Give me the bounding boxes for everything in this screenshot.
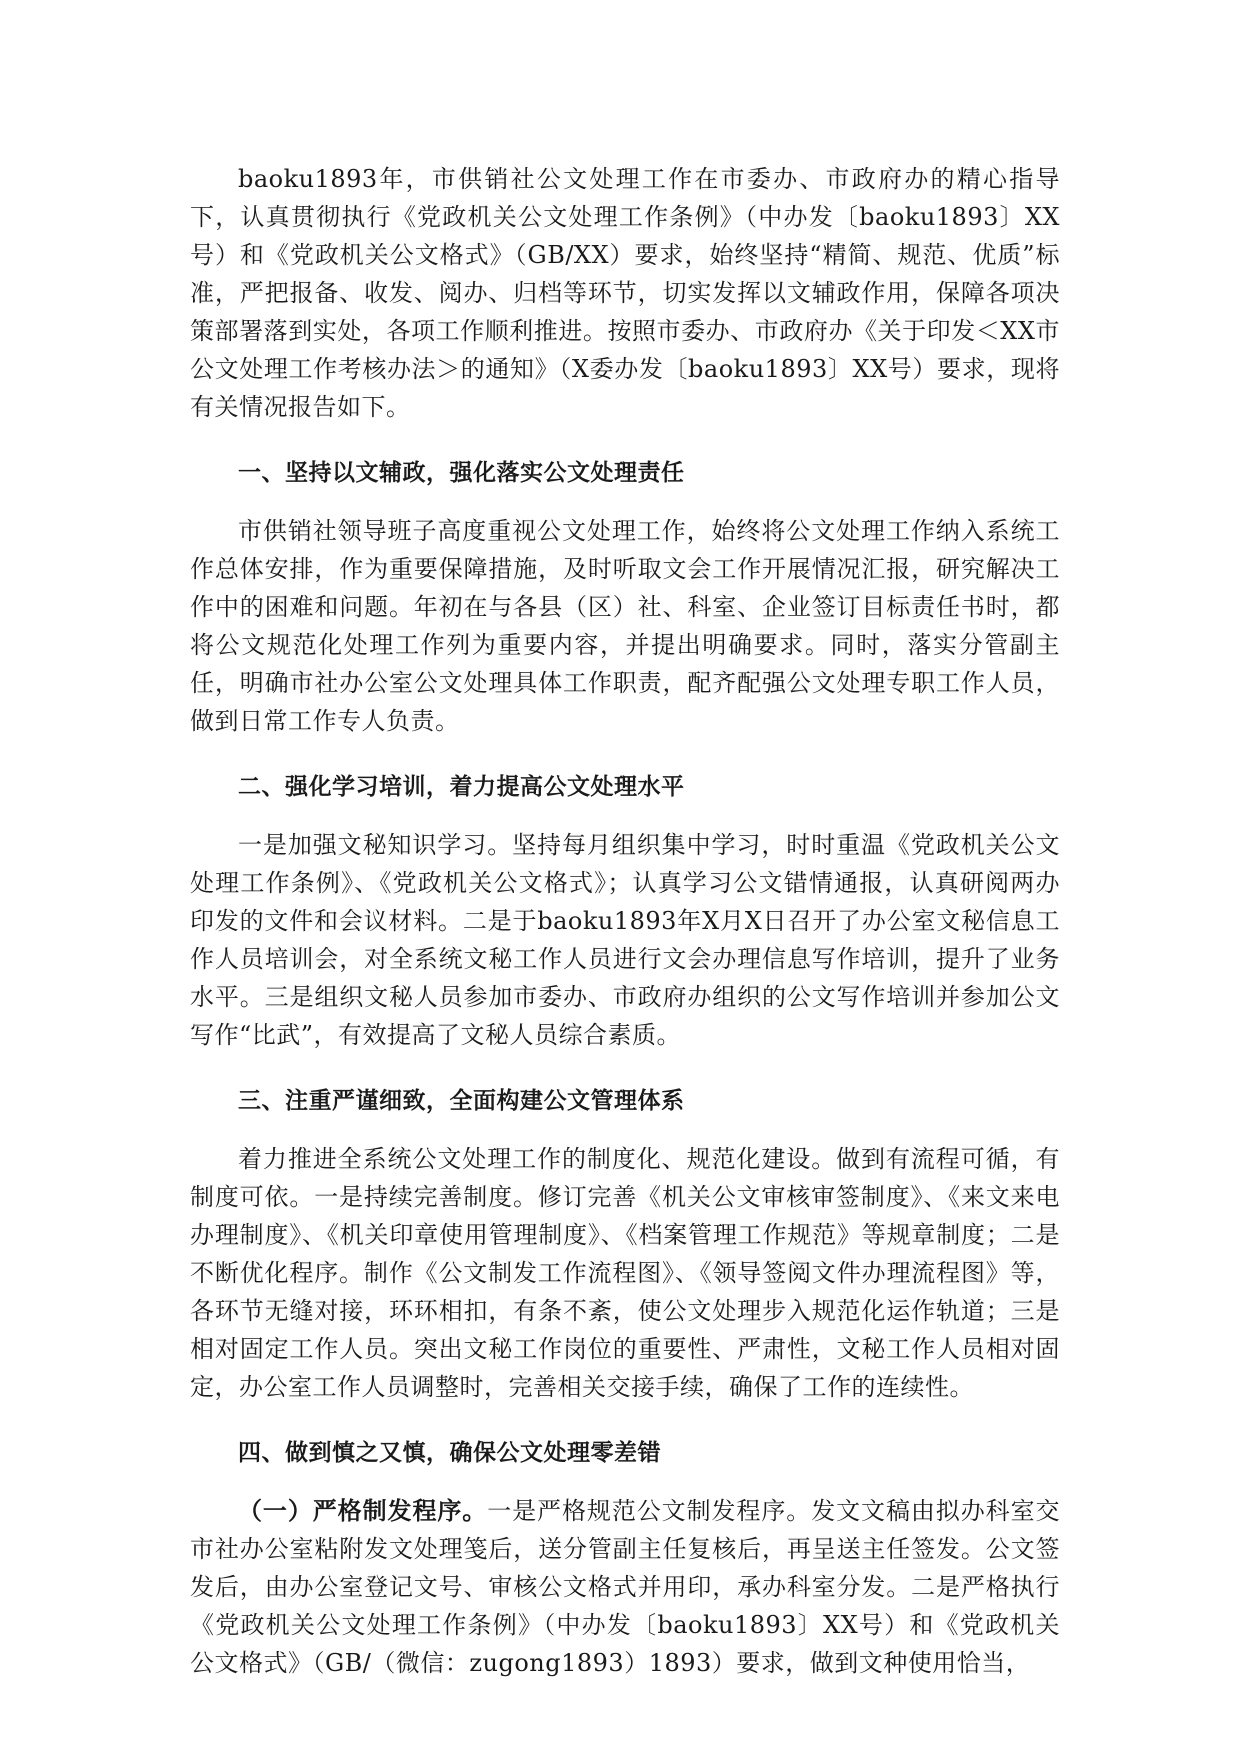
section-4-paragraph <box>190 1492 1060 1682</box>
section-1-heading: 一、坚持以文辅政，强化落实公文处理责任 <box>238 460 685 486</box>
section-3-heading: 三、注重严谨细致，全面构建公文管理体系 <box>238 1088 685 1114</box>
intro-paragraph: baoku1893年，市供销社公文处理工作在市委办、市政府办的精心指导下，认真贯彻执行《党政机关公文处理工作条例》（中办发〔baoku1893〕XX号）和《党政机关公文格式》（GB/XX）要求，始终坚持“精简、规范、优质”标准，严把报备、收发、阅办、归档等环节，切实发挥以文辅政作用，保障各项决策部署落到实处，各项工作顺利推进。按照市委办、市政府办《关于印发＜XX市公文处理工作考核办法＞的通知》（X委办发〔baoku1893〕XX号）要求，现将有关情况报告如下。 <box>190 165 1060 421</box>
section-2-heading: 二、强化学习培训，着力提高公文处理水平 <box>238 774 685 800</box>
section-3-paragraph: 着力推进全系统公文处理工作的制度化、规范化建设。做到有流程可循，有制度可依。一是持续完善制度。修订完善《机关公文审核审签制度》、《来文来电办理制度》、《机关印章使用管理制度》、《档案管理工作规范》等规章制度；二是不断优化程序。制作《公文制发工作流程图》、《领导签阅文件办理流程图》等，各环节无缝对接，环环相扣，有条不紊，使公文处理步入规范化运作轨道；三是相对固定工作人员。突出文秘工作岗位的重要性、严肃性，文秘工作人员相对固定，办公室工作人员调整时，完善相关交接手续，确保了工作的连续性。 <box>190 1145 1060 1401</box>
section-1-paragraph: 市供销社领导班子高度重视公文处理工作，始终将公文处理工作纳入系统工作总体安排，作为重要保障措施，及时听取文会工作开展情况汇报，研究解决工作中的困难和问题。年初在与各县（区）社、科室、企业签订目标责任书时，都将公文规范化处理工作列为重要内容，并提出明确要求。同时，落实分管副主任，明确市社办公室公文处理具体工作职责，配齐配强公文处理专职工作人员，做到日常工作专人负责。 <box>190 517 1060 735</box>
section-2-paragraph: 一是加强文秘知识学习。坚持每月组织集中学习，时时重温《党政机关公文处理工作条例》、《党政机关公文格式》；认真学习公文错情通报，认真研阅两办印发的文件和会议材料。二是于baoku1893年X月X日召开了办公室文秘信息工作人员培训会，对全系统文秘工作人员进行文会办理信息写作培训，提升了业务水平。三是组织文秘人员参加市委办、市政府办组织的公文写作培训并参加公文写作“比武”，有效提高了文秘人员综合素质。 <box>190 831 1060 1049</box>
subsection-lead: （一）严格制发程序。 <box>238 1497 488 1525</box>
section-4-heading: 四、做到慎之又慎，确保公文处理零差错 <box>238 1440 661 1466</box>
subsection-text: 一是严格规范公文制发程序。发文文稿由拟办科室交市社办公室粘附发文处理笺后，送分管副主任复核后，再呈送主任签发。公文签发后，由办公室登记文号、审核公文格式并用印，承办科室分发。二是严格执行《党政机关公文处理工作条例》（中办发〔baoku1893〕XX号）和《党政机关公文格式》（GB/（微信：zugong1893）1893）要求，做到文种使用恰当， <box>190 1497 1060 1677</box>
